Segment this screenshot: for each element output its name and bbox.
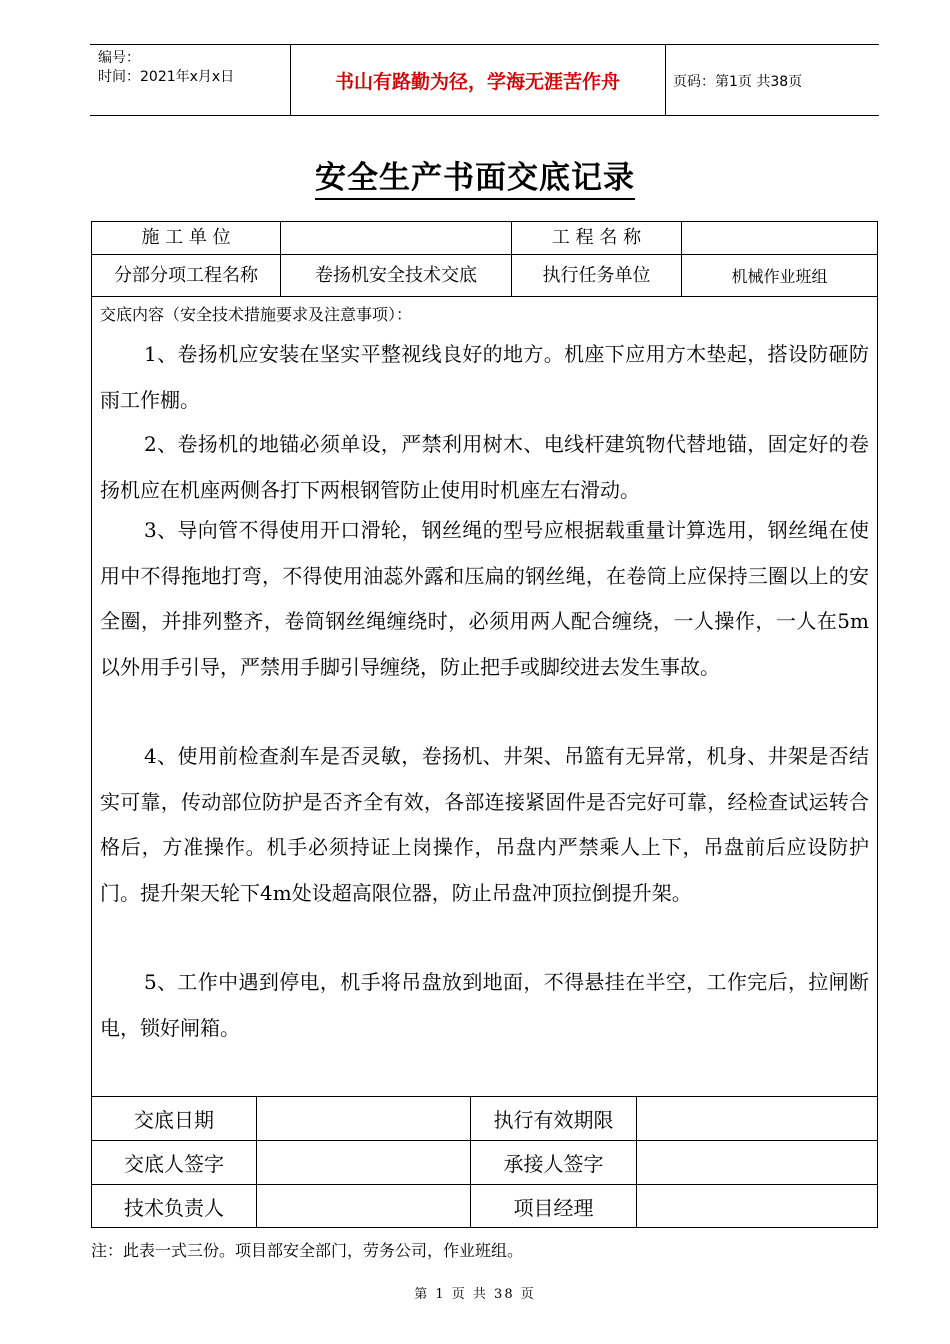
row-divider	[92, 1184, 877, 1185]
page-footer: 第 1 页 共 38 页	[414, 1287, 536, 1302]
paragraph-3: 3、导向管不得使用开口滑轮，钢丝绳的型号应根据载重量计算选用，钢丝绳在使用中不得拖地打弯，不得使用油蕊外露和压扁的钢丝绳，在卷筒上应保持三圈以上的安全圈，并排列整齐，卷筒钢丝绳缠绕时，必须用两人配合缠绕，一人操作，一人在5m以外用手引导，严禁用手脚引导缠绕，防止把手或脚绞进去发生事故。	[100, 518, 869, 679]
paragraph-4: 4、使用前检查刹车是否灵敏，卷扬机、井架、吊篮有无异常，机身、井架是否结实可靠，传动部位防护是否齐全有效，各部连接紧固件是否完好可靠，经检查试运转合格后，方准操作。机手必须持证上岗操作，吊盘内严禁乘人上下，吊盘前后应设防护门。提升架天轮下4m处设超高限位器，防止吊盘冲顶拉倒提升架。	[100, 744, 869, 905]
document-header	[90, 44, 879, 116]
page-title-text: 安全生产书面交底记录	[315, 160, 635, 200]
unit-label: 施 工 单 位	[141, 227, 231, 248]
row-divider	[92, 1096, 877, 1097]
manager-label: 项目经理	[513, 1196, 594, 1220]
paragraph-2: 2、卷扬机的地锚必须单设，严禁利用树木、电线杆建筑物代替地锚，固定好的卷扬机应在机座两侧各打下两根钢管防止使用时机座左右滑动。	[100, 432, 869, 502]
paragraph-5: 5、工作中遇到停电，机手将吊盘放到地面，不得悬挂在半空，工作完后，拉闸断电，锁好闸箱。	[100, 970, 869, 1040]
tech-lead-label: 技术负责人	[124, 1196, 224, 1220]
page-title	[0, 152, 950, 197]
col-divider	[636, 1096, 637, 1227]
content-heading: 交底内容（安全技术措施要求及注意事项）：	[100, 305, 413, 324]
executor-label: 执行任务单位	[542, 265, 651, 286]
document-time: 时间：2021年x月x日	[98, 69, 235, 85]
col-divider	[256, 1096, 257, 1227]
date-label: 交底日期	[134, 1108, 214, 1132]
header-page-info: 页码：第1页 共38页	[673, 74, 803, 90]
subproject-label: 分部分项工程名称	[114, 265, 258, 286]
row-divider	[92, 1140, 877, 1141]
valid-label: 执行有效期限	[493, 1108, 614, 1132]
project-label: 工 程 名 称	[551, 227, 642, 248]
paragraph-1: 1、卷扬机应安装在坚实平整视线良好的地方。机座下应用方木垫起，搭设防砸防雨工作棚。	[100, 342, 869, 412]
record-table	[91, 221, 878, 1228]
table-note: 注：此表一式三份。项目部安全部门，劳务公司，作业班组。	[91, 1241, 524, 1260]
giver-label: 交底人签字	[124, 1152, 224, 1176]
header-meta	[98, 49, 234, 87]
receiver-label: 承接人签字	[503, 1152, 604, 1176]
row-divider	[92, 296, 877, 297]
subproject-value: 卷扬机安全技术交底	[315, 265, 477, 286]
header-divider	[665, 45, 666, 115]
executor-value: 机械作业班组	[731, 267, 828, 286]
row-divider	[92, 254, 877, 255]
header-motto: 书山有路勤为径，学海无涯苦作舟	[334, 71, 620, 93]
document-number: 编号：	[98, 50, 140, 66]
